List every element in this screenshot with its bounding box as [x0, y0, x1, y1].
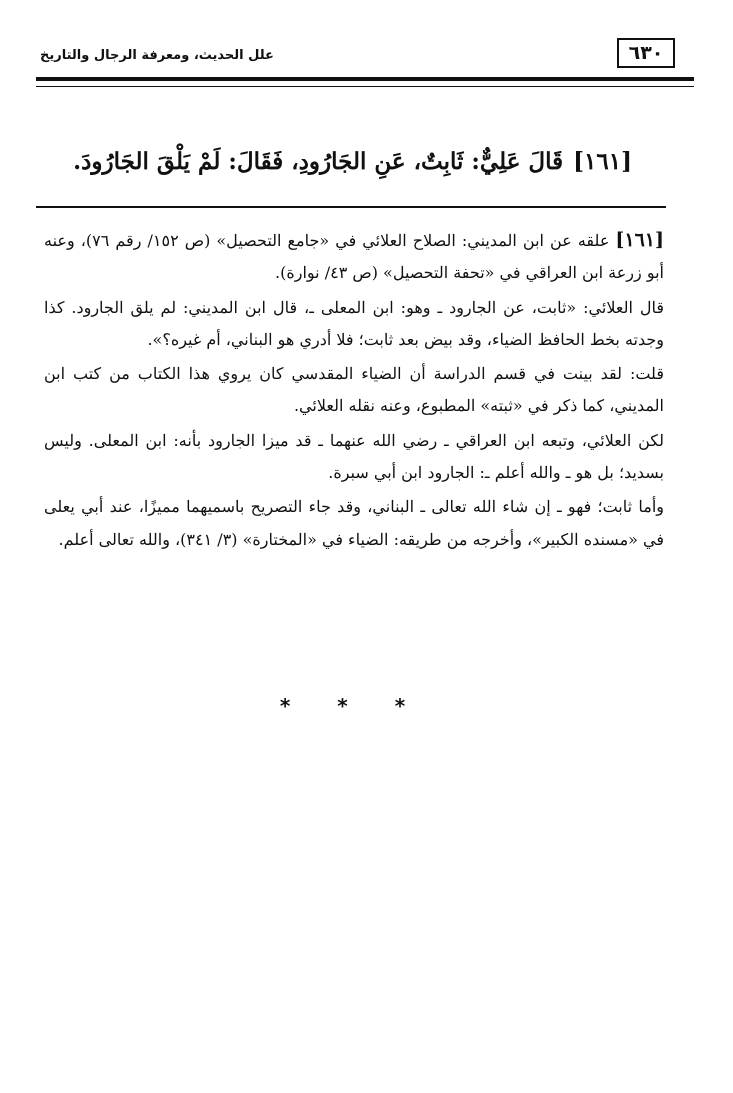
commentary-text: علقه عن ابن المديني: الصلاح العلائي في «جامع التحصيل» (ص ١٥٢/ رقم ٧٦)، وعنه أبو زرعة ابن العراقي في «تحفة التحصيل» (ص ٤٣/ نوارة). — [44, 231, 664, 283]
commentary-text: قال العلائي: «ثابت، عن الجارود ـ وهو: ابن المعلى ـ، قال ابن المديني: لم يلق الجارود. كذا وجدته بخط الحافظ الضياء، وقد بيض بعد ثابت؛ فلا أدري هو البناني، أم غيره؟». — [44, 297, 664, 349]
commentary — [44, 224, 664, 556]
page-number: ٦٣٠ — [617, 38, 675, 68]
header-rule-thick — [36, 77, 694, 81]
commentary-paragraph — [44, 292, 664, 357]
commentary-text: قلت: لقد بينت في قسم الدراسة أن الضياء المقدسي كان يروي هذا الكتاب من كتب ابن المديني، كما ذكر في «ثبته» المطبوع، وعنه نقله العلائي. — [44, 364, 664, 416]
main-entry-number: [١٦١] — [573, 148, 632, 175]
commentary-number: [١٦١] — [615, 229, 664, 251]
commentary-text: لكن العلائي، وتبعه ابن العراقي ـ رضي الله عنهما ـ قد ميزا الجارود بأنه: ابن المعلى. وليس بسديد؛ بل هو ـ والله أعلم ـ: الجارود ابن أبي سبرة. — [44, 430, 664, 483]
main-entry — [60, 142, 632, 182]
header-rule-thin — [36, 86, 694, 87]
footnote-separator — [36, 206, 666, 208]
section-end-stars: * * * — [279, 694, 426, 718]
commentary-paragraph — [44, 425, 664, 490]
commentary-paragraph — [44, 224, 664, 290]
commentary-paragraph — [44, 491, 664, 556]
main-entry-text: قَالَ عَلِيٌّ: ثَابِتٌ، عَنِ الجَارُودِ، فَقَالَ: لَمْ يَلْقَ الجَارُودَ. — [73, 148, 564, 175]
commentary-text: وأما ثابت؛ فهو ـ إن شاء الله تعالى ـ البناني، وقد جاء التصريح باسميهما مميزًا، عند أبي يعلى في «مسنده الكبير»، وأخرجه من طريقه: الضياء في «المختارة» (٣/ ٣٤١)، والله تعالى أعلم. — [44, 497, 664, 549]
running-title: علل الحديث، ومعرفة الرجال والتاريخ — [40, 48, 274, 63]
commentary-paragraph — [44, 358, 664, 423]
